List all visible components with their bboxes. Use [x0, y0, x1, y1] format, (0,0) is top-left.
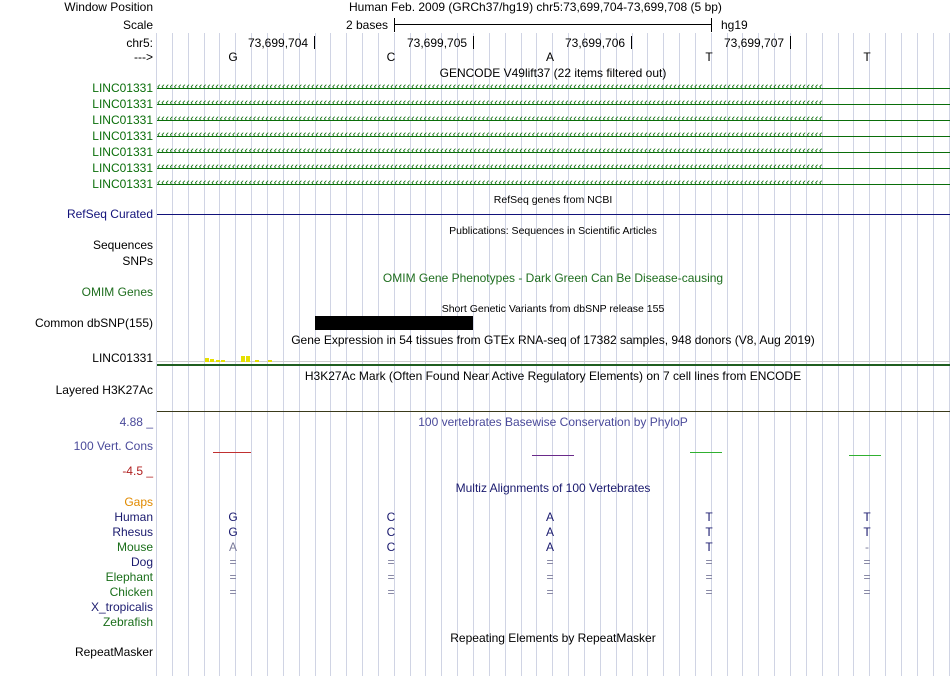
alignment-base: T: [705, 540, 713, 554]
alignment-base: =: [387, 570, 395, 584]
gencode-item-label[interactable]: LINC01331: [92, 129, 153, 143]
h3k27ac-label[interactable]: Layered H3K27Ac: [55, 383, 153, 397]
reference-base: C: [386, 50, 396, 64]
strand-arrows: ‹‹‹‹‹‹‹‹‹‹‹‹‹‹‹‹‹‹‹‹‹‹‹‹‹‹‹‹‹‹‹‹‹‹‹‹‹‹‹‹‹‹‹‹‹‹‹‹‹‹‹‹‹‹‹‹‹‹‹‹‹‹‹‹‹‹‹‹‹‹‹‹‹‹‹‹‹‹‹‹‹‹‹‹‹‹‹‹‹‹‹‹‹‹‹‹‹‹‹‹‹‹‹‹‹‹‹‹‹‹‹‹‹‹‹‹‹‹‹‹‹‹‹‹‹‹‹‹‹‹‹‹‹‹‹‹‹‹‹‹‹‹‹‹‹‹‹‹‹‹‹‹‹‹‹‹‹‹‹‹: [157, 113, 824, 125]
strand-arrows: ‹‹‹‹‹‹‹‹‹‹‹‹‹‹‹‹‹‹‹‹‹‹‹‹‹‹‹‹‹‹‹‹‹‹‹‹‹‹‹‹‹‹‹‹‹‹‹‹‹‹‹‹‹‹‹‹‹‹‹‹‹‹‹‹‹‹‹‹‹‹‹‹‹‹‹‹‹‹‹‹‹‹‹‹‹‹‹‹‹‹‹‹‹‹‹‹‹‹‹‹‹‹‹‹‹‹‹‹‹‹‹‹‹‹‹‹‹‹‹‹‹‹‹‹‹‹‹‹‹‹‹‹‹‹‹‹‹‹‹‹‹‹‹‹‹‹‹‹‹‹‹‹‹‹‹‹‹‹‹‹: [157, 81, 824, 93]
omim-label[interactable]: OMIM Genes: [81, 285, 153, 299]
dbsnp-variant-block[interactable]: [315, 316, 473, 330]
gencode-item-label[interactable]: LINC01331: [92, 177, 153, 191]
gencode-item-label[interactable]: LINC01331: [92, 81, 153, 95]
alignment-base: =: [705, 555, 713, 569]
phylop-score-mark: [849, 455, 881, 456]
alignment-base: T: [863, 510, 871, 524]
h3k27ac-baseline: [157, 411, 950, 412]
gencode-item-label[interactable]: LINC01331: [92, 97, 153, 111]
alignment-base: =: [229, 585, 237, 599]
position-tick: [314, 36, 315, 49]
dbsnp-track-title[interactable]: Short Genetic Variants from dbSNP release 155: [441, 303, 665, 315]
strand-arrows: ‹‹‹‹‹‹‹‹‹‹‹‹‹‹‹‹‹‹‹‹‹‹‹‹‹‹‹‹‹‹‹‹‹‹‹‹‹‹‹‹‹‹‹‹‹‹‹‹‹‹‹‹‹‹‹‹‹‹‹‹‹‹‹‹‹‹‹‹‹‹‹‹‹‹‹‹‹‹‹‹‹‹‹‹‹‹‹‹‹‹‹‹‹‹‹‹‹‹‹‹‹‹‹‹‹‹‹‹‹‹‹‹‹‹‹‹‹‹‹‹‹‹‹‹‹‹‹‹‹‹‹‹‹‹‹‹‹‹‹‹‹‹‹‹‹‹‹‹‹‹‹‹‹‹‹‹‹‹‹‹: [157, 177, 824, 189]
window-position-label: Window Position: [64, 0, 153, 14]
reference-base: T: [705, 50, 713, 64]
assembly-position-text: Human Feb. 2009 (GRCh37/hg19) chr5:73,699,704-73,699,708 (5 bp): [349, 0, 722, 14]
gtex-expression-bar[interactable]: [255, 360, 259, 362]
alignment-base: T: [863, 525, 871, 539]
refseq-label[interactable]: RefSeq Curated: [66, 207, 153, 221]
strand-arrows: ‹‹‹‹‹‹‹‹‹‹‹‹‹‹‹‹‹‹‹‹‹‹‹‹‹‹‹‹‹‹‹‹‹‹‹‹‹‹‹‹‹‹‹‹‹‹‹‹‹‹‹‹‹‹‹‹‹‹‹‹‹‹‹‹‹‹‹‹‹‹‹‹‹‹‹‹‹‹‹‹‹‹‹‹‹‹‹‹‹‹‹‹‹‹‹‹‹‹‹‹‹‹‹‹‹‹‹‹‹‹‹‹‹‹‹‹‹‹‹‹‹‹‹‹‹‹‹‹‹‹‹‹‹‹‹‹‹‹‹‹‹‹‹‹‹‹‹‹‹‹‹‹‹‹‹‹‹‹‹‹: [157, 97, 824, 109]
alignment-base: =: [863, 570, 871, 584]
phylop-max-label: 4.88 _: [119, 415, 153, 429]
alignment-base: =: [387, 585, 395, 599]
multiz-track-title[interactable]: Multiz Alignments of 100 Vertebrates: [455, 481, 651, 495]
snps-label[interactable]: SNPs: [122, 254, 153, 268]
position-tick: [790, 36, 791, 49]
scale-label: Scale: [122, 18, 153, 32]
repeatmasker-label[interactable]: RepeatMasker: [74, 645, 153, 659]
alignment-base: =: [705, 570, 713, 584]
gencode-transcript[interactable]: [157, 145, 950, 159]
strand-label[interactable]: --->: [134, 50, 153, 64]
gencode-transcript[interactable]: [157, 161, 950, 175]
alignment-base: C: [386, 510, 396, 524]
alignment-base: =: [229, 555, 237, 569]
gtex-expression-bar[interactable]: [268, 360, 272, 362]
gtex-expression-bar[interactable]: [205, 358, 209, 362]
species-label[interactable]: Elephant: [105, 570, 153, 584]
alignment-base: A: [545, 540, 554, 554]
gencode-transcript[interactable]: [157, 113, 950, 127]
dbsnp-label[interactable]: Common dbSNP(155): [34, 316, 153, 330]
gtex-expression-bar[interactable]: [221, 360, 225, 362]
gencode-track-title[interactable]: GENCODE V49lift37 (22 items filtered out): [439, 66, 667, 80]
repeatmasker-track-title[interactable]: Repeating Elements by RepeatMasker: [450, 631, 656, 645]
position-tick: [631, 36, 632, 49]
chrom-label[interactable]: chr5:: [126, 36, 153, 50]
db-label: hg19: [721, 18, 748, 32]
alignment-base: A: [228, 540, 237, 554]
position-tick-label: 73,699,706: [565, 36, 626, 50]
strand-arrows: ‹‹‹‹‹‹‹‹‹‹‹‹‹‹‹‹‹‹‹‹‹‹‹‹‹‹‹‹‹‹‹‹‹‹‹‹‹‹‹‹‹‹‹‹‹‹‹‹‹‹‹‹‹‹‹‹‹‹‹‹‹‹‹‹‹‹‹‹‹‹‹‹‹‹‹‹‹‹‹‹‹‹‹‹‹‹‹‹‹‹‹‹‹‹‹‹‹‹‹‹‹‹‹‹‹‹‹‹‹‹‹‹‹‹‹‹‹‹‹‹‹‹‹‹‹‹‹‹‹‹‹‹‹‹‹‹‹‹‹‹‹‹‹‹‹‹‹‹‹‹‹‹‹‹‹‹‹‹‹‹: [157, 129, 824, 141]
reference-base: G: [228, 50, 238, 64]
omim-track-title[interactable]: OMIM Gene Phenotypes - Dark Green Can Be Disease-causing: [382, 271, 724, 285]
gtex-expression-bar[interactable]: [210, 359, 214, 362]
phylop-score-mark: [690, 452, 722, 453]
alignment-base: =: [546, 555, 554, 569]
alignment-base: C: [386, 525, 396, 539]
alignment-base: =: [229, 570, 237, 584]
position-tick-label: 73,699,705: [407, 36, 468, 50]
sequences-label[interactable]: Sequences: [92, 238, 153, 252]
reference-base: A: [545, 50, 554, 64]
scale-bar: [394, 24, 712, 25]
phylop-min-label: -4.5 _: [122, 464, 153, 478]
scale-bar-left-cap: [394, 18, 395, 32]
phylop-score-mark: [213, 452, 251, 453]
phylop-label[interactable]: 100 Vert. Cons: [73, 439, 153, 453]
gencode-item-label[interactable]: LINC01331: [92, 113, 153, 127]
refseq-gene-line[interactable]: [157, 214, 950, 215]
gtex-expression-bar[interactable]: [216, 360, 220, 362]
strand-arrows: ‹‹‹‹‹‹‹‹‹‹‹‹‹‹‹‹‹‹‹‹‹‹‹‹‹‹‹‹‹‹‹‹‹‹‹‹‹‹‹‹‹‹‹‹‹‹‹‹‹‹‹‹‹‹‹‹‹‹‹‹‹‹‹‹‹‹‹‹‹‹‹‹‹‹‹‹‹‹‹‹‹‹‹‹‹‹‹‹‹‹‹‹‹‹‹‹‹‹‹‹‹‹‹‹‹‹‹‹‹‹‹‹‹‹‹‹‹‹‹‹‹‹‹‹‹‹‹‹‹‹‹‹‹‹‹‹‹‹‹‹‹‹‹‹‹‹‹‹‹‹‹‹‹‹‹‹‹‹‹‹: [157, 161, 824, 173]
alignment-base: =: [705, 585, 713, 599]
alignment-base: A: [545, 510, 554, 524]
species-label[interactable]: Zebrafish: [102, 615, 153, 629]
species-label[interactable]: Chicken: [109, 585, 153, 599]
alignment-base: =: [546, 570, 554, 584]
species-label[interactable]: Human: [114, 510, 153, 524]
alignment-base: G: [228, 510, 238, 524]
gtex-divider: [157, 364, 950, 366]
gtex-baseline: [157, 361, 950, 362]
phylop-score-mark: [532, 455, 574, 456]
reference-base: T: [863, 50, 871, 64]
position-tick-label: 73,699,707: [724, 36, 785, 50]
alignment-base: T: [705, 510, 713, 524]
alignment-base: =: [863, 585, 871, 599]
alignment-base: C: [386, 540, 396, 554]
species-label[interactable]: X_tropicalis: [90, 600, 153, 614]
alignment-base: =: [863, 555, 871, 569]
species-label[interactable]: Mouse: [116, 540, 153, 554]
gtex-track-title[interactable]: Gene Expression in 54 tissues from GTEx RNA-seq of 17382 samples, 948 donors (V8, Aug 2019): [291, 333, 815, 347]
gencode-transcript[interactable]: [157, 97, 950, 111]
refseq-track-title[interactable]: RefSeq genes from NCBI: [493, 194, 613, 206]
gtex-expression-bar[interactable]: [241, 356, 245, 362]
gencode-item-label[interactable]: LINC01331: [92, 161, 153, 175]
alignment-base: =: [546, 585, 554, 599]
species-label[interactable]: Rhesus: [112, 525, 153, 539]
position-tick: [473, 36, 474, 49]
h3k27ac-track-title[interactable]: H3K27Ac Mark (Often Found Near Active Regulatory Elements) on 7 cell lines from ENCODE: [304, 369, 802, 383]
gaps-label[interactable]: Gaps: [124, 495, 153, 509]
position-tick-label: 73,699,704: [248, 36, 309, 50]
alignment-base: T: [705, 525, 713, 539]
scale-bar-right-cap: [711, 18, 712, 32]
gencode-transcript[interactable]: [157, 129, 950, 143]
gencode-transcript[interactable]: [157, 81, 950, 95]
phylop-track-title[interactable]: 100 vertebrates Basewise Conservation by PhyloP: [418, 415, 688, 429]
strand-arrows: ‹‹‹‹‹‹‹‹‹‹‹‹‹‹‹‹‹‹‹‹‹‹‹‹‹‹‹‹‹‹‹‹‹‹‹‹‹‹‹‹‹‹‹‹‹‹‹‹‹‹‹‹‹‹‹‹‹‹‹‹‹‹‹‹‹‹‹‹‹‹‹‹‹‹‹‹‹‹‹‹‹‹‹‹‹‹‹‹‹‹‹‹‹‹‹‹‹‹‹‹‹‹‹‹‹‹‹‹‹‹‹‹‹‹‹‹‹‹‹‹‹‹‹‹‹‹‹‹‹‹‹‹‹‹‹‹‹‹‹‹‹‹‹‹‹‹‹‹‹‹‹‹‹‹‹‹‹‹‹‹: [157, 145, 824, 157]
gtex-expression-bar[interactable]: [246, 356, 250, 362]
alignment-base: A: [545, 525, 554, 539]
alignment-base: =: [387, 555, 395, 569]
gencode-transcript[interactable]: [157, 177, 950, 191]
publications-track-title[interactable]: Publications: Sequences in Scientific Articles: [449, 225, 657, 237]
gencode-item-label[interactable]: LINC01331: [92, 145, 153, 159]
alignment-base: -: [865, 540, 869, 554]
species-label[interactable]: Dog: [130, 555, 153, 569]
scale-text: 2 bases: [346, 18, 389, 32]
gtex-label[interactable]: LINC01331: [92, 351, 153, 365]
alignment-base: G: [228, 525, 238, 539]
